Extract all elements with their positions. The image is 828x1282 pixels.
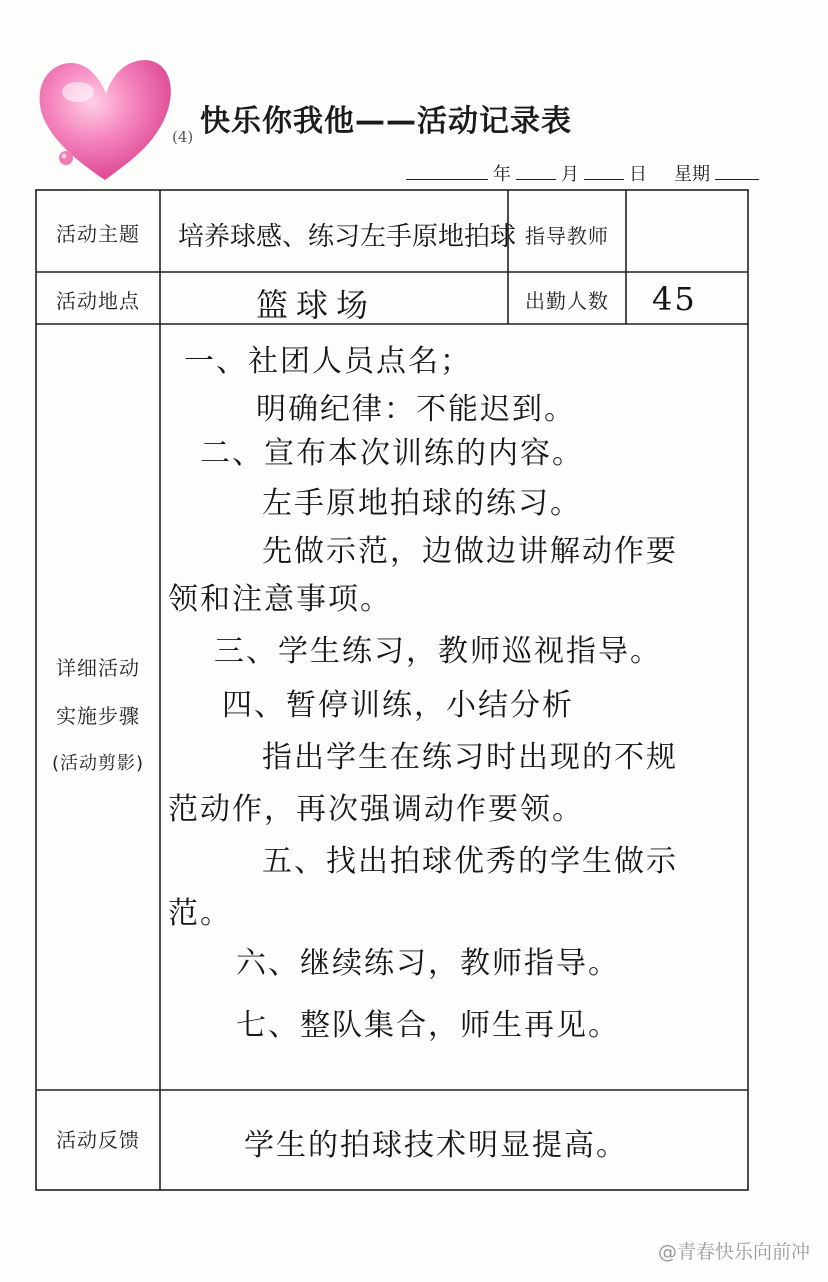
steps-label-line: 详细活动 [56, 656, 140, 680]
watermark: @青春快乐向前冲 [657, 1241, 810, 1263]
step-line: 范动作，再次强调动作要领。 [168, 792, 584, 827]
step-line: 领和注意事项。 [168, 582, 392, 617]
feedback-value: 学生的拍球技术明显提高。 [244, 1128, 628, 1163]
topic-value: 培养球感、练习左手原地拍球 [178, 222, 517, 252]
page-number: (4) [172, 128, 194, 146]
attendance-value: 45 [652, 280, 697, 318]
step-line: 范。 [168, 896, 232, 931]
attendance-label: 出勤人数 [525, 289, 609, 313]
step-line: 先做示范，边做边讲解动作要 [262, 534, 678, 569]
topic-label: 活动主题 [56, 222, 140, 246]
step-line: 三、学生练习，教师巡视指导。 [214, 634, 662, 669]
step-line: 左手原地拍球的练习。 [262, 486, 582, 521]
steps-label [36, 644, 160, 788]
location-value: 篮球场 [256, 286, 377, 324]
step-line: 二、宣布本次训练的内容。 [200, 436, 584, 471]
steps-label-line: (活动剪影) [51, 753, 145, 774]
step-line: 四、暂停训练，小结分析 [222, 688, 574, 723]
location-label: 活动地点 [56, 289, 140, 313]
month-label: 月 [561, 164, 579, 185]
step-line: 五、找出拍球优秀的学生做示 [262, 844, 678, 879]
day-label: 日 [629, 164, 647, 185]
page-title: 快乐你我他——活动记录表 [200, 104, 572, 139]
feedback-label: 活动反馈 [56, 1128, 140, 1152]
weekday-label: 星期 [674, 164, 710, 185]
step-line: 一、社团人员点名； [184, 344, 472, 379]
year-label: 年 [493, 164, 511, 185]
step-line: 七、整队集合，师生再见。 [236, 1008, 620, 1043]
teacher-label: 指导教师 [525, 224, 609, 248]
step-line: 指出学生在练习时出现的不规 [262, 740, 678, 775]
step-line: 六、继续练习，教师指导。 [236, 946, 620, 981]
steps-label-line: 实施步骤 [56, 704, 140, 728]
step-line: 明确纪律：不能迟到。 [256, 392, 576, 427]
